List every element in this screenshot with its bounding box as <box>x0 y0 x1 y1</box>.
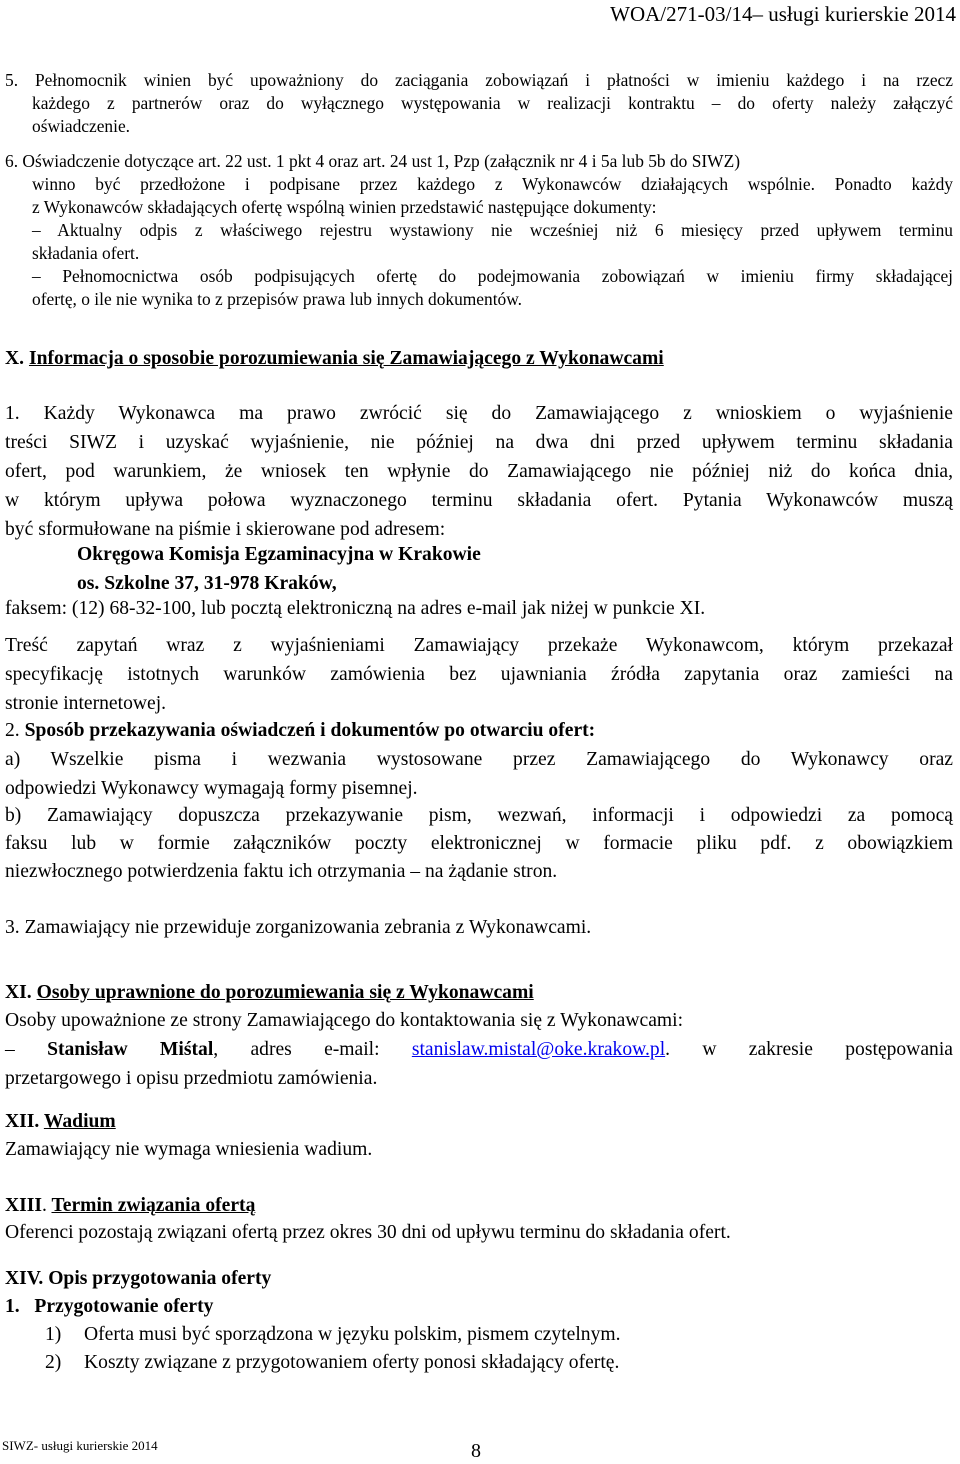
point-6-line-1 <box>5 150 740 173</box>
section-xiv-item-2-text: Koszty związane z przygotowaniem oferty ponosi składający ofertę. <box>84 1352 620 1373</box>
point-6-line-2: winno być przedłożone i podpisane przez każdego z Wykonawców działających wspólnie. Ponadto każdy <box>32 174 953 194</box>
section-x-p3b-line-1: b) Zamawiający dopuszcza przekazywanie pism, wezwań, informacji i odpowiedzi za pomocą <box>5 805 953 826</box>
contact-after: . w zakresie postępowania <box>665 1039 953 1060</box>
section-x-p3a-line-1: a) Wszelkie pisma i wezwania wystosowane przez Zamawiającego do Wykonawcy oraz <box>5 749 953 770</box>
address-line-2: os. Szkolne 37, 31-978 Kraków, <box>77 573 337 594</box>
section-x-p2-line-2: specyfikację istotnych warunków zamówienia bez ujawniania źródła zapytania oraz zamieści na <box>5 664 953 685</box>
section-xiv-item-1-number: 1) <box>45 1324 62 1345</box>
contact-name: Stanisław Miśtal <box>47 1039 214 1060</box>
section-xiii-heading <box>5 1191 255 1220</box>
section-x-p2-line-1: Treść zapytań wraz z wyjaśnieniami Zamawiający przekaże Wykonawcom, którym przekazał <box>5 635 953 656</box>
point-6-intro: 6. Oświadczenie dotyczące art. 22 ust. 1 pkt 4 oraz art. 24 ust 1, Pzp (załącznik nr 4 i 5a lub 5b do SIWZ) <box>5 151 741 171</box>
section-xiv-heading: XIV. Opis przygotowania oferty <box>5 1268 272 1289</box>
section-x-number: X. <box>5 348 25 369</box>
point-6-dash-1-line-1: – Aktualny odpis z właściwego rejestru wystawiony nie wcześniej niż 6 miesięcy przed upływem terminu <box>32 220 953 240</box>
section-x-p1-line-1: 1. Każdy Wykonawca ma prawo zwrócić się do Zamawiającego z wnioskiem o wyjaśnienie <box>5 403 953 424</box>
section-x-p3-title: Sposób przekazywania oświadczeń i dokumentów po otwarciu ofert: <box>24 720 596 741</box>
contact-email-label: , adres e-mail: <box>213 1039 380 1060</box>
point-6-dash-1-line-2: składania ofert. <box>32 243 140 263</box>
contact-email-link[interactable]: stanislaw.mistal@oke.krakow.pl <box>411 1039 666 1060</box>
footer-doc-title: SIWZ- usługi kurierskie 2014 <box>2 1438 158 1453</box>
section-x-p4: 3. Zamawiający nie przewiduje zorganizowania zebrania z Wykonawcami. <box>5 917 592 938</box>
section-x-p3-number: 2. <box>5 720 20 741</box>
address-line-1: Okręgowa Komisja Egzaminacyjna w Krakowie <box>77 544 481 565</box>
section-x-p3a-line-2: odpowiedzi Wykonawcy wymagają formy pisemnej. <box>5 778 418 799</box>
section-xi-number: XI. <box>5 982 32 1003</box>
point-5-line-3: oświadczenie. <box>32 116 131 136</box>
section-xii-title: Wadium <box>43 1111 116 1132</box>
section-xiii-title: Termin związania ofertą <box>51 1195 256 1216</box>
point-6-dash-2-line-2: ofertę, o ile nie wynika to z przepisów prawa lub innych dokumentów. <box>32 289 523 309</box>
section-x-heading <box>5 344 664 373</box>
section-x-p3-heading <box>5 716 595 745</box>
section-x-p1-line-3: ofert, pod warunkiem, że wniosek ten wpłynie do Zamawiającego nie później niż do końca dnia, <box>5 461 953 482</box>
section-xiv-item-1-text: Oferta musi być sporządzona w języku polskim, pismem czytelnym. <box>84 1324 621 1345</box>
page-header-title: WOA/271-03/14– usługi kurierskie 2014 <box>610 2 956 26</box>
section-xiv-item-2-number: 2) <box>45 1352 62 1373</box>
section-xii-text: Zamawiający nie wymaga wniesienia wadium. <box>5 1139 373 1160</box>
section-xiii-text: Oferenci pozostają związani ofertą przez okres 30 dni od upływu terminu do składania ofert. <box>5 1222 731 1243</box>
point-6-line-3: z Wykonawców składających ofertę wspólną winien przedstawić następujące dokumenty: <box>32 197 657 217</box>
section-x-p1-line-4: w którym upływa połowa wyznaczonego terminu składania ofert. Pytania Wykonawców muszą <box>5 490 953 511</box>
point-6-dash-2-line-1: – Pełnomocnictwa osób podpisujących ofertę do podejmowania zobowiązań w imieniu firmy składającej <box>32 266 953 286</box>
section-xi-contact-line <box>5 1035 953 1064</box>
section-xi-heading <box>5 978 534 1007</box>
section-x-p3b-line-2: faksu lub w formie załączników poczty elektronicznej w formacie pliku pdf. z obowiązkiem <box>5 833 953 854</box>
footer-page-number: 8 <box>471 1440 481 1462</box>
point-5-line-1: 5. Pełnomocnik winien być upoważniony do zaciągania zobowiązań i płatności w imieniu każdego i na rzecz <box>5 70 953 90</box>
section-xiii-number: XIII <box>5 1195 43 1216</box>
point-5-line-2: każdego z partnerów oraz do wyłącznego występowania w realizacji kontraktu – do oferty należy załączyć <box>32 93 953 113</box>
section-xiv-subheading: 1. Przygotowanie oferty <box>5 1296 214 1317</box>
section-x-title: Informacja o sposobie porozumiewania się Zamawiającego z Wykonawcami <box>28 348 664 369</box>
section-x-p2-line-3: stronie internetowej. <box>5 693 167 714</box>
section-x-p1-line-2: treści SIWZ i uzyskać wyjaśnienie, nie później na dwa dni przed upływem terminu składania <box>5 432 953 453</box>
section-xi-contact-line-2: przetargowego i opisu przedmiotu zamówienia. <box>5 1068 378 1089</box>
section-xii-heading <box>5 1107 116 1136</box>
section-xi-title: Osoby uprawnione do porozumiewania się z Wykonawcami <box>36 982 534 1003</box>
section-xiii-dot: . <box>42 1195 47 1216</box>
section-xi-intro: Osoby upoważnione ze strony Zamawiającego do kontaktowania się z Wykonawcami: <box>5 1010 684 1031</box>
section-xii-number: XII. <box>5 1111 40 1132</box>
contact-dash: – <box>5 1039 15 1060</box>
section-x-p1-line-5: być sformułowane na piśmie i skierowane pod adresem: <box>5 519 446 540</box>
section-x-p3b-line-3: niezwłocznego potwierdzenia faktu ich otrzymania – na żądanie stron. <box>5 861 558 882</box>
fax-line: faksem: (12) 68-32-100, lub pocztą elektroniczną na adres e-mail jak niżej w punkcie XI. <box>5 598 706 619</box>
